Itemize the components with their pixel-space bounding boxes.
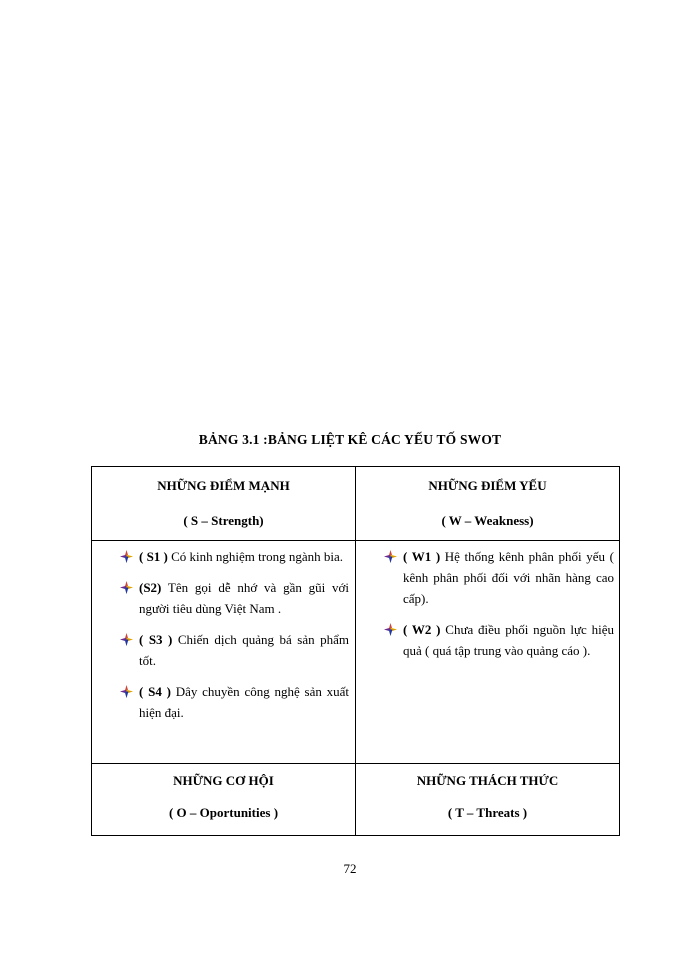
four-point-star-bullet-icon bbox=[119, 549, 134, 564]
strengths-header bbox=[92, 478, 355, 528]
four-point-star-bullet-icon bbox=[119, 632, 134, 647]
list-item bbox=[119, 577, 349, 619]
weakness-code: ( W2 ) bbox=[403, 622, 441, 637]
list-item bbox=[383, 619, 614, 661]
strengths-title: NHỮNG ĐIỂM MẠNH bbox=[157, 478, 290, 493]
strengths-subtitle: ( S – Strength) bbox=[183, 513, 264, 528]
threats-header bbox=[356, 773, 619, 823]
strength-code: (S2) bbox=[139, 580, 162, 595]
swot-table bbox=[91, 466, 620, 836]
weaknesses-subtitle: ( W – Weakness) bbox=[441, 513, 534, 528]
list-item bbox=[383, 546, 614, 609]
threats-title: NHỮNG THÁCH THỨC bbox=[416, 773, 559, 788]
page-number: 72 bbox=[343, 861, 357, 876]
weaknesses-header bbox=[356, 478, 619, 528]
opportunities-subtitle: ( O – Oportunities ) bbox=[168, 805, 279, 820]
four-point-star-bullet-icon bbox=[119, 684, 134, 699]
table-title: BẢNG 3.1 :BẢNG LIỆT KÊ CÁC YẾU TỐ SWOT bbox=[198, 432, 502, 447]
weakness-code: ( W1 ) bbox=[403, 549, 441, 564]
weaknesses-list bbox=[383, 546, 614, 671]
row-divider bbox=[92, 763, 619, 764]
strength-code: ( S3 ) bbox=[139, 632, 173, 647]
header-divider bbox=[92, 540, 619, 541]
strength-code: ( S4 ) bbox=[139, 684, 171, 699]
strengths-list bbox=[119, 546, 349, 733]
list-item bbox=[119, 546, 349, 567]
four-point-star-bullet-icon bbox=[119, 580, 134, 595]
four-point-star-bullet-icon bbox=[383, 549, 398, 564]
weakness-text: Hệ thống kênh phân phối yếu ( kênh phân phối đối với nhãn hàng cao cấp). bbox=[403, 549, 614, 606]
strength-text: Dây chuyền công nghệ sản xuất hiện đại. bbox=[139, 684, 350, 720]
weaknesses-title: NHỮNG ĐIỂM YẾU bbox=[428, 478, 547, 493]
opportunities-header bbox=[92, 773, 355, 823]
threats-subtitle: ( T – Threats ) bbox=[447, 805, 528, 820]
list-item bbox=[119, 681, 349, 723]
strength-text: Có kinh nghiệm trong ngành bia. bbox=[167, 549, 344, 564]
strength-text: Chiến dịch quảng bá sản phẩm tốt. bbox=[139, 632, 350, 668]
list-item bbox=[119, 629, 349, 671]
strength-text: Tên gọi dễ nhớ và gần gũi với người tiêu dùng Việt Nam . bbox=[139, 580, 349, 616]
four-point-star-bullet-icon bbox=[383, 622, 398, 637]
opportunities-title: NHỮNG CƠ HỘI bbox=[173, 773, 274, 788]
weakness-text: Chưa điều phối nguồn lực hiệu quả ( quá tập trung vào quảng cáo ). bbox=[403, 622, 614, 658]
strength-code: ( S1 ) bbox=[139, 549, 168, 564]
